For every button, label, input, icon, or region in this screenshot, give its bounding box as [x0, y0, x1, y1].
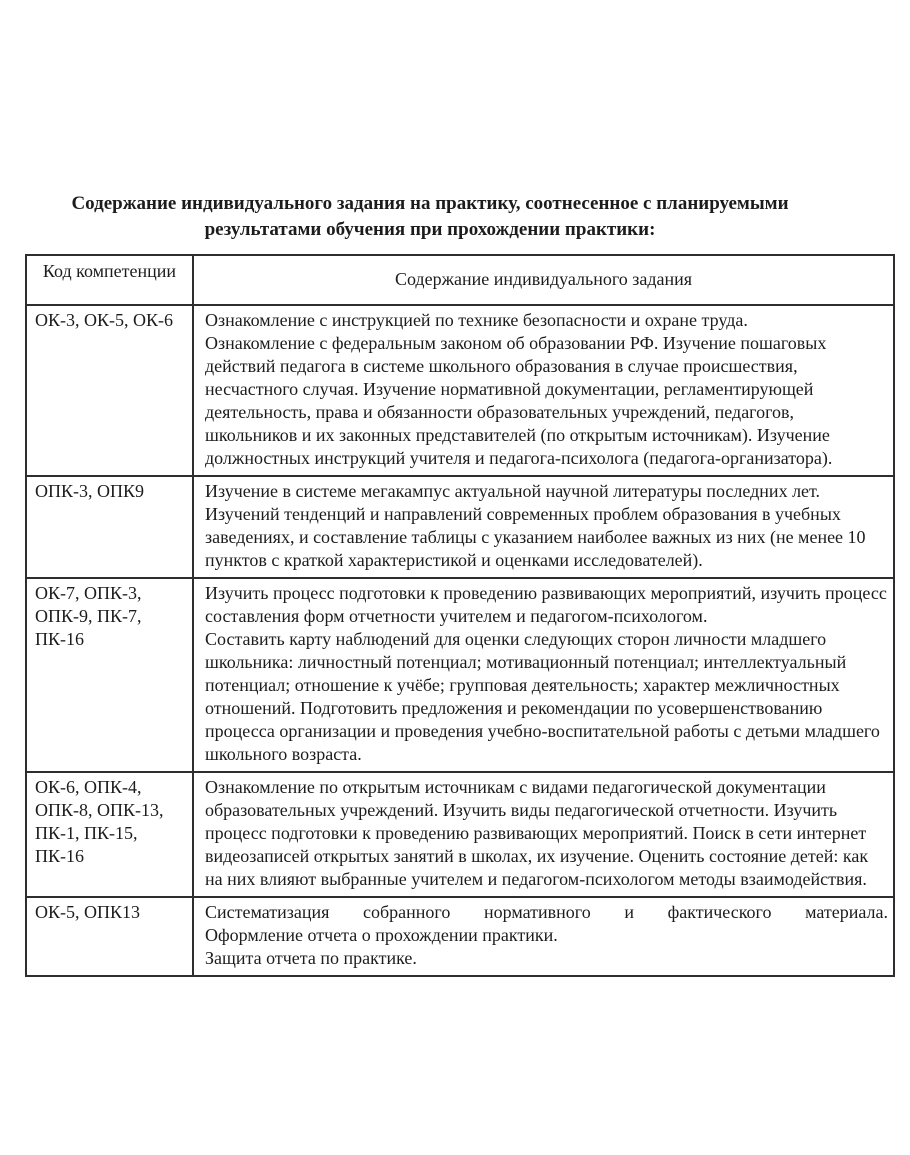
task-content-cell	[193, 897, 894, 976]
column-header-task-content: Содержание индивидуального задания	[193, 255, 894, 305]
task-content-cell	[193, 305, 894, 476]
competency-code-cell: ОК-3, ОК-5, ОК-6	[26, 305, 193, 476]
task-content-cell	[193, 772, 894, 897]
competency-code-cell: ОК-6, ОПК-4, ОПК-8, ОПК-13, ПК-1, ПК-15, ПК-16	[26, 772, 193, 897]
text-line: Изучение в системе мегакампус актуальной научной литературы последних лет.	[205, 481, 821, 501]
text-line: Ознакомление с федеральным законом об образовании РФ. Изучение пошаговых действий педагога в системе школьного образования в случае происшествия, несчастного случая. Изучение нормативной документации, регламентирующей деятельность, права и обязанности образовательных учреждений, педагогов, школьников и их законных представителей (по открытым источникам). Изучение должностных инструкций учителя и педагога-психолога (педагога-организатора).	[205, 333, 833, 468]
table-row	[26, 772, 894, 897]
table-row	[26, 305, 894, 476]
competency-code-cell: ОК-7, ОПК-3, ОПК-9, ПК-7, ПК-16	[26, 578, 193, 772]
task-content-cell	[193, 476, 894, 578]
text-line: Ознакомление с инструкцией по технике безопасности и охране труда.	[205, 310, 748, 330]
competency-code-cell: ОК-5, ОПК13	[26, 897, 193, 976]
table-row	[26, 897, 894, 976]
text-line: Содержание индивидуального задания на практику, соотнесенное с планируемыми	[71, 193, 789, 214]
text-line: Оформление отчета о прохождении практики.	[205, 925, 558, 945]
table-row	[26, 578, 894, 772]
column-header-competency-code: Код компетенции	[26, 255, 193, 305]
competency-table	[25, 254, 895, 977]
text-line: Изучений тенденций и направлений современных проблем образования в учебных заведениях, и составление таблицы с указанием наиболее важных из них (не менее 10 пунктов с краткой характеристикой и оценками исследователей).	[205, 504, 866, 570]
text-line: Систематизация собранного нормативного и фактического материала.	[205, 902, 888, 922]
text-line: Ознакомление по открытым источникам с видами педагогической документации образовательных учреждений. Изучить виды педагогической отчетности. Изучить процесс подготовки к проведению развивающих мероприятий. Поиск в сети интернет видеозаписей открытых занятий в школах, их изучение. Оценить состояние детей: как на них влияют выбранные учителем и педагогом-психологом методы взаимодействия.	[205, 777, 869, 889]
task-content-cell	[193, 578, 894, 772]
document-title	[50, 191, 810, 243]
table-row	[26, 476, 894, 578]
competency-code-cell: ОПК-3, ОПК9	[26, 476, 193, 578]
text-line: Составить карту наблюдений для оценки следующих сторон личности младшего школьника: личностный потенциал; мотивационный потенциал; интеллектуальный потенциал; отношение к учёбе; групповая деятельность; характер межличностных отношений. Подготовить предложения и рекомендации по усовершенствованию процесса организации и проведения учебно-воспитательной работы с детьми младшего школьного возраста.	[205, 629, 880, 764]
text-line: Защита отчета по практике.	[205, 948, 417, 968]
text-line: Изучить процесс подготовки к проведению развивающих мероприятий, изучить процесс составления форм отчетности учителем и педагогом-психологом.	[205, 583, 887, 626]
table-header-row	[26, 255, 894, 305]
text-line: результатами обучения при прохождении практики:	[204, 219, 656, 240]
